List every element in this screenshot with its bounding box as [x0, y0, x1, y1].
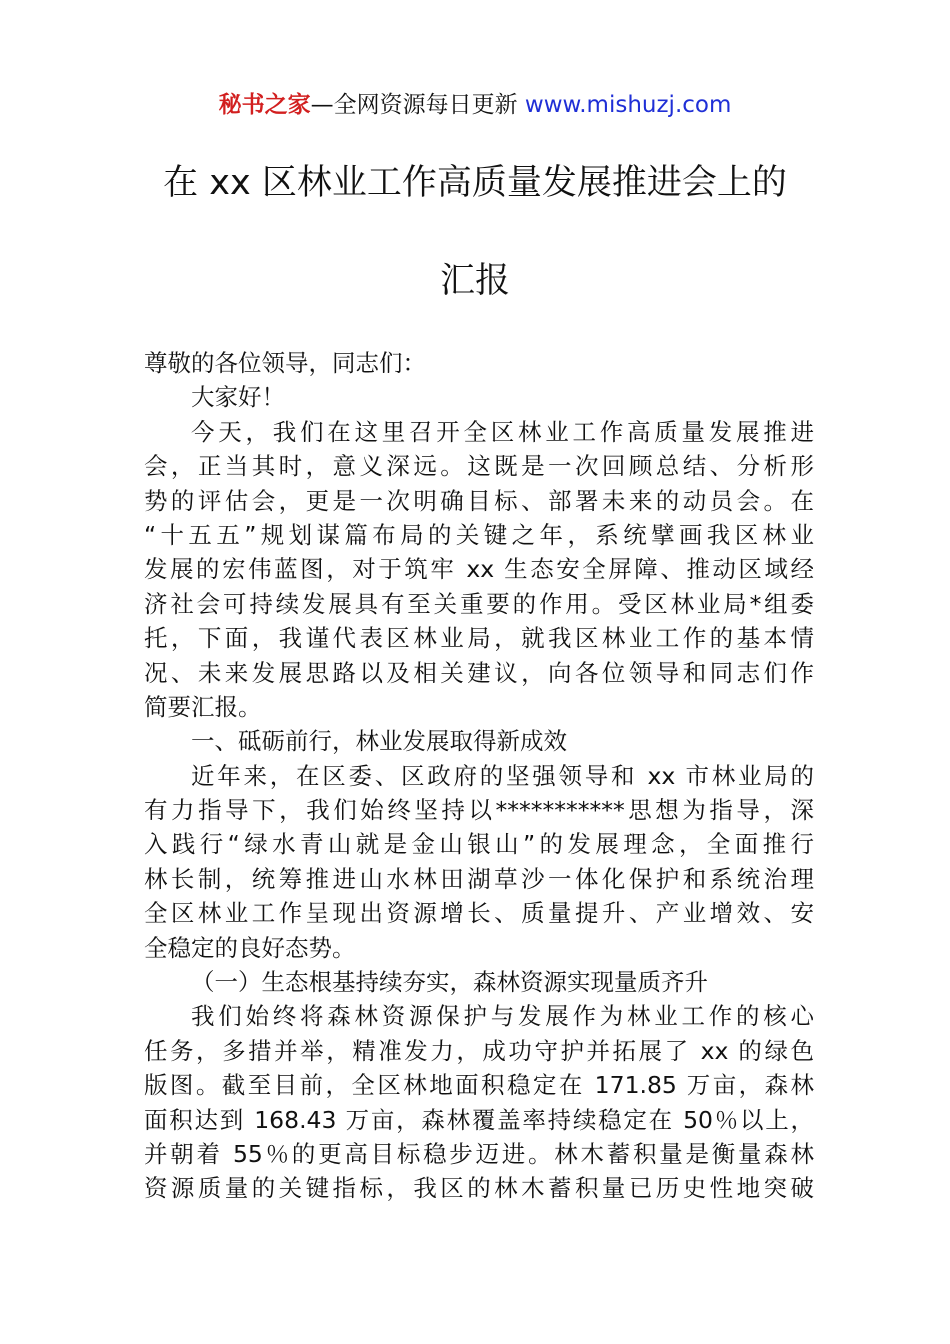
document-title — [60, 158, 890, 306]
body-line: 我们始终将森林资源保护与发展作为林业工作的核心 — [191, 1002, 814, 1031]
site-slogan: —全网资源每日更新 — [310, 92, 525, 118]
body-line: 会，正当其时，意义深远。这既是一次回顾总结、分析形 — [144, 452, 814, 481]
body-line: 势的评估会，更是一次明确目标、部署未来的动员会。在 — [144, 486, 814, 515]
body-line: “十五五”规划谋篇布局的关键之年，系统擘画我区林业 — [144, 520, 814, 549]
body-line: 济社会可持续发展具有至关重要的作用。受区林业局*组委 — [144, 589, 814, 618]
document-body — [144, 346, 814, 1206]
title-line-2: 汇报 — [439, 261, 510, 301]
body-line: 全稳定的良好态势。 — [144, 933, 356, 962]
body-line: 发展的宏伟蓝图，对于筑牢 xx 生态安全屏障、推动区域经 — [144, 555, 814, 584]
body-line: 今天，我们在这里召开全区林业工作高质量发展推进 — [191, 417, 814, 446]
body-line: 并朝着 55％的更高目标稳步迈进。林木蓄积量是衡量森林 — [144, 1139, 814, 1168]
body-line: 简要汇报。 — [144, 692, 262, 721]
body-line: （一）生态根基持续夯实，森林资源实现量质齐升 — [191, 968, 708, 997]
body-line: 林长制，统筹推进山水林田湖草沙一体化保护和系统治理 — [144, 864, 814, 893]
body-line: 托，下面，我谨代表区林业局，就我区林业工作的基本情 — [144, 624, 814, 653]
body-line: 尊敬的各位领导，同志们： — [144, 349, 426, 377]
site-brand: 秘书之家 — [218, 92, 311, 118]
body-line: 入践行“绿水青山就是金山银山”的发展理念，全面推行 — [144, 830, 814, 859]
body-line: 资源质量的关键指标，我区的林木蓄积量已历史性地突破 — [144, 1174, 814, 1203]
body-line: 有力指导下，我们始终坚持以***********思想为指导，深 — [144, 796, 814, 825]
body-line: 任务，多措并举，精准发力，成功守护并拓展了 xx 的绿色 — [144, 1036, 814, 1065]
body-line: 大家好！ — [191, 383, 285, 412]
body-line: 况、未来发展思路以及相关建议，向各位领导和同志们作 — [144, 658, 814, 687]
body-line: 近年来，在区委、区政府的坚强领导和 xx 市林业局的 — [191, 761, 814, 790]
site-header — [0, 88, 950, 122]
body-line: 面积达到 168.43 万亩，森林覆盖率持续稳定在 50％以上， — [144, 1105, 814, 1134]
body-line: 一、砥砺前行，林业发展取得新成效 — [191, 727, 567, 756]
title-line-1: 在 xx 区林业工作高质量发展推进会上的 — [163, 163, 787, 203]
body-line: 全区林业工作呈现出资源增长、质量提升、产业增效、安 — [144, 899, 814, 928]
body-line: 版图。截至目前，全区林地面积稳定在 171.85 万亩，森林 — [144, 1071, 814, 1100]
site-url-link[interactable]: www.mishuzj.com — [524, 92, 732, 118]
